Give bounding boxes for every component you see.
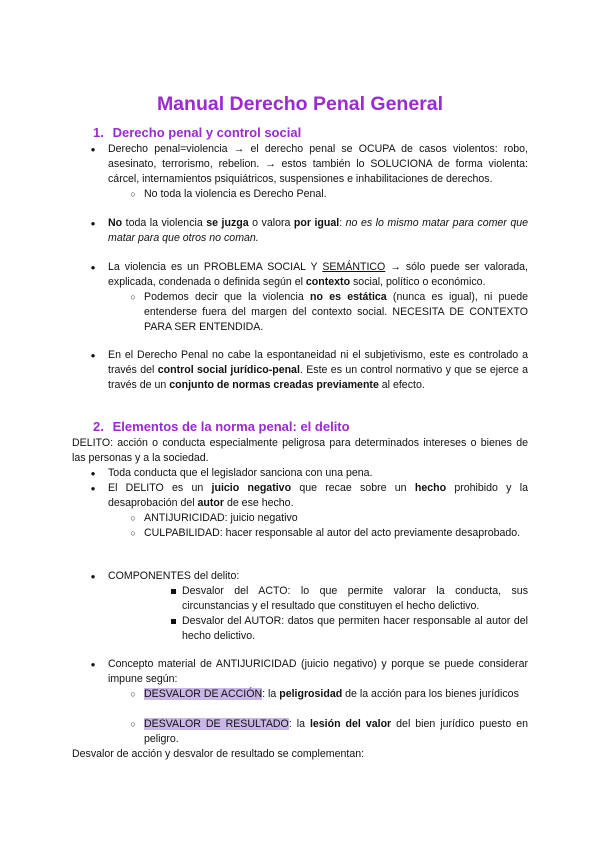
paragraph: COMPONENTES del delito: bbox=[108, 570, 240, 582]
paragraph: ANTIJURICIDAD: juicio negativo bbox=[144, 512, 298, 524]
circle-bullet-icon: ○ bbox=[130, 528, 136, 538]
text-run: toda la violencia bbox=[122, 217, 207, 229]
section-number: 1. bbox=[93, 125, 104, 140]
paragraph: Derecho penal=violencia → el derecho penal se OCUPA de casos violentos: robo, asesinato, terrorismo, rebelion. → estos también lo SOLUCIONA de forma violenta: cárcel, internamientos psiquiátricos, suspensiones e inhabilitaciones de derechos. bbox=[108, 143, 528, 185]
bullet-icon: ● bbox=[90, 219, 96, 228]
circle-bullet-icon: ○ bbox=[130, 189, 136, 199]
bold-text: lesión del valor bbox=[309, 718, 392, 730]
paragraph: Toda conducta que el legislador sanciona con una pena. bbox=[108, 467, 373, 479]
bold-text: se juzga bbox=[206, 217, 249, 229]
bold-text: juicio negativo bbox=[211, 482, 292, 494]
text-run: → sólo puede ser valorada, explicada, condenada o definida según el bbox=[108, 261, 529, 288]
paragraph: Concepto material de ANTIJURICIDAD (juicio negativo) y porque se puede considerar impune según: bbox=[108, 658, 528, 685]
section-heading-1 bbox=[93, 125, 301, 140]
bold-text: No bbox=[108, 217, 123, 229]
text-run: prohibido y la desaprobación del bbox=[108, 482, 528, 509]
text-run: : la bbox=[262, 688, 280, 700]
bold-text: control social jurídico-penal bbox=[157, 364, 300, 376]
section-title: Derecho penal y control social bbox=[112, 125, 302, 140]
text-run: : bbox=[339, 217, 346, 229]
paragraph bbox=[144, 687, 528, 702]
highlighted-text: DESVALOR DE ACCIÓN bbox=[144, 688, 263, 700]
paragraph bbox=[108, 481, 528, 511]
bold-text: autor bbox=[197, 497, 225, 509]
text-run: La violencia es un PROBLEMA SOCIAL Y bbox=[108, 261, 323, 273]
text-run: de ese hecho. bbox=[224, 497, 294, 509]
text-run: del bien jurídico puesto en peligro. bbox=[144, 718, 529, 745]
circle-bullet-icon: ○ bbox=[130, 719, 136, 729]
bullet-icon: ● bbox=[90, 660, 96, 669]
page-title: Manual Derecho Penal General bbox=[156, 93, 444, 115]
text-run: Podemos decir que la violencia bbox=[144, 291, 311, 303]
bullet-icon: ● bbox=[90, 469, 96, 478]
paragraph bbox=[108, 216, 528, 246]
paragraph bbox=[108, 260, 528, 290]
section-title: Elementos de la norma penal: el delito bbox=[112, 419, 350, 434]
bold-text: contexto bbox=[305, 276, 351, 288]
paragraph: CULPABILIDAD: hacer responsable al autor del acto previamente desaprobado. bbox=[144, 527, 521, 539]
text-run: (nunca es igual), ni puede entenderse fuera del margen del contexto social. NECESITA DE CONTEXTO PARA SER ENTENDIDA. bbox=[144, 291, 528, 333]
paragraph bbox=[144, 717, 528, 747]
bullet-icon: ● bbox=[90, 145, 96, 154]
square-bullet-icon bbox=[170, 614, 178, 629]
text-run: En el Derecho Penal no cabe la espontaneidad ni el subjetivismo, este es controlado a través del bbox=[108, 349, 528, 376]
text-run: de la acción para los bienes jurídicos bbox=[342, 688, 519, 700]
circle-bullet-icon: ○ bbox=[130, 689, 136, 699]
section-number: 2. bbox=[93, 419, 104, 434]
text-run: . Este es un control normativo y que se ejerce a través de un bbox=[108, 364, 529, 391]
bullet-icon: ● bbox=[90, 572, 96, 581]
italic-text: no es lo mismo matar para comer que matar para que otros no coman. bbox=[108, 217, 529, 244]
square-bullet-icon bbox=[170, 584, 178, 599]
text-run: : la bbox=[288, 718, 310, 730]
highlighted-text: DESVALOR DE RESULTADO bbox=[144, 718, 289, 730]
paragraph: DELITO: acción o conducta especialmente peligrosa para determinados intereses o bienes de las personas y a la sociedad. bbox=[72, 437, 528, 464]
bold-text: hecho bbox=[414, 482, 447, 494]
text-run: social, político o económico. bbox=[350, 276, 486, 288]
paragraph: Desvalor de acción y desvalor de resultado se complementan: bbox=[72, 748, 365, 760]
section-heading-2 bbox=[93, 419, 350, 434]
paragraph bbox=[108, 348, 528, 393]
bold-text: conjunto de normas creadas previamente bbox=[169, 379, 379, 391]
paragraph: Desvalor del AUTOR: datos que permiten hacer responsable al autor del hecho delictivo. bbox=[182, 615, 528, 642]
bold-text: peligrosidad bbox=[279, 688, 343, 700]
text-run: El DELITO es un bbox=[108, 482, 212, 494]
bold-text: no es estática bbox=[310, 291, 387, 303]
text-run: que recae sobre un bbox=[291, 482, 415, 494]
bullet-icon: ● bbox=[90, 484, 96, 493]
circle-bullet-icon: ○ bbox=[130, 513, 136, 523]
underlined-text: SEMÁNTICO bbox=[322, 261, 386, 273]
paragraph: No toda la violencia es Derecho Penal. bbox=[144, 188, 327, 200]
circle-bullet-icon: ○ bbox=[130, 292, 136, 302]
text-run: o valora bbox=[248, 217, 294, 229]
bullet-icon: ● bbox=[90, 351, 96, 360]
paragraph bbox=[144, 290, 528, 335]
text-run: al efecto. bbox=[378, 379, 425, 391]
paragraph: Desvalor del ACTO: lo que permite valorar la conducta, sus circunstancias y el resultado que constituyen el hecho delictivo. bbox=[182, 585, 528, 612]
bullet-icon: ● bbox=[90, 263, 96, 272]
bold-text: por igual bbox=[293, 217, 340, 229]
